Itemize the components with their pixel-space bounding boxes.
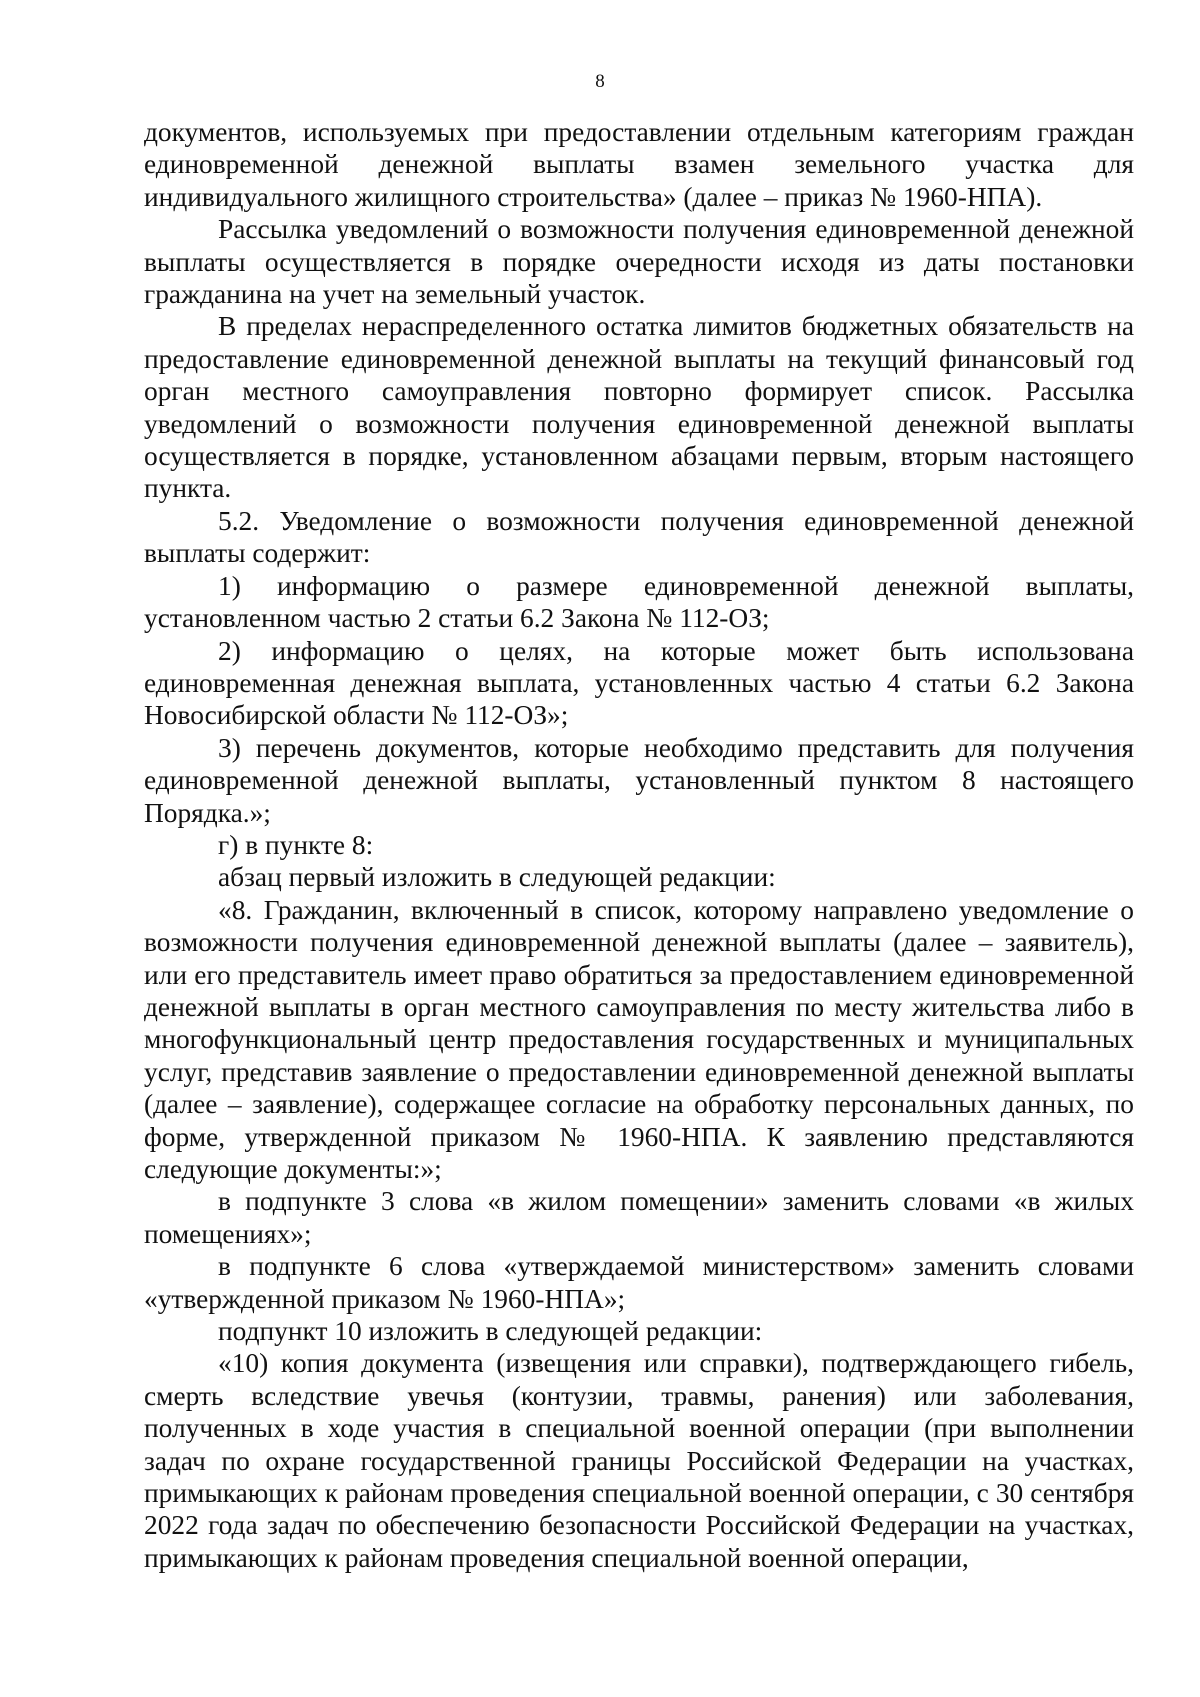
paragraph: в подпункте 3 слова «в жилом помещении» заменить словами «в жилых помещениях»; bbox=[144, 1186, 1134, 1249]
paragraph: «10) копия документа (извещения или справки), подтверждающего гибель, смерть вследствие увечья (контузии, травмы, ранения) или заболевания, полученных в ходе участия в специальной военной операции (при выполнении задач по охране государственной границы Российской Федерации на участках, примыкающих к районам проведения специальной военной операции, с 30 сентября 2022 года задач по обеспечению безопасности Российской Федерации на участках, примыкающих к районам проведения специальной военной операции, bbox=[144, 1348, 1134, 1573]
paragraph: г) в пункте 8: bbox=[218, 829, 374, 860]
paragraph: «8. Гражданин, включенный в список, которому направлено уведомление о возможности получения единовременной денежной выплаты (далее – заявитель), или его представитель имеет право обратиться за предоставлением единовременной денежной выплаты в орган местного самоуправления по месту жительства либо в многофункциональный центр предоставления государственных и муниципальных услуг, представив заявление о предоставлении единовременной денежной выплаты (далее – заявление), содержащее согласие на обработку персональных данных, по форме, утвержденной приказом № 1960-НПА. К заявлению представляются следующие документы:»; bbox=[144, 894, 1134, 1184]
paragraph-continuation: документов, используемых при предоставлении отдельным категориям граждан единовременной денежной выплаты взамен земельного участка для индивидуального жилищного строительства» (далее – приказ № 1960-НПА). bbox=[144, 117, 1134, 212]
paragraph: Рассылка уведомлений о возможности получения единовременной денежной выплаты осуществляется в порядке очередности исходя из даты постановки гражданина на учет на земельный участок. bbox=[144, 214, 1134, 310]
list-item: 1) информацию о размере единовременной денежной выплаты, установленном частью 2 статьи 6.2 Закона № 112-ОЗ; bbox=[144, 570, 1134, 634]
list-item: 3) перечень документов, которые необходимо представить для получения единовременной денежной выплаты, установленный пунктом 8 настоящего Порядка.»; bbox=[144, 732, 1134, 828]
paragraph: 5.2. Уведомление о возможности получения единовременной денежной выплаты содержит: bbox=[144, 505, 1134, 569]
paragraph: В пределах нераспределенного остатка лимитов бюджетных обязательств на предоставление единовременной денежной выплаты на текущий финансовый год орган местного самоуправления повторно формирует список. Рассылка уведомлений о возможности получения единовременной денежной выплаты осуществляется в порядке, установленном абзацами первым, вторым настоящего пункта. bbox=[144, 311, 1134, 504]
list-item: 2) информацию о целях, на которые может быть использована единовременная денежная выплата, установленных частью 4 статьи 6.2 Закона Новосибирской области № 112-ОЗ»; bbox=[144, 635, 1134, 731]
page-number: 8 bbox=[595, 71, 605, 92]
paragraph: подпункт 10 изложить в следующей редакции: bbox=[218, 1316, 763, 1347]
paragraph: абзац первый изложить в следующей редакции: bbox=[218, 862, 776, 893]
paragraph: в подпункте 6 слова «утверждаемой министерством» заменить словами «утвержденной приказом № 1960-НПА»; bbox=[144, 1251, 1134, 1314]
document-body bbox=[144, 116, 1134, 1574]
